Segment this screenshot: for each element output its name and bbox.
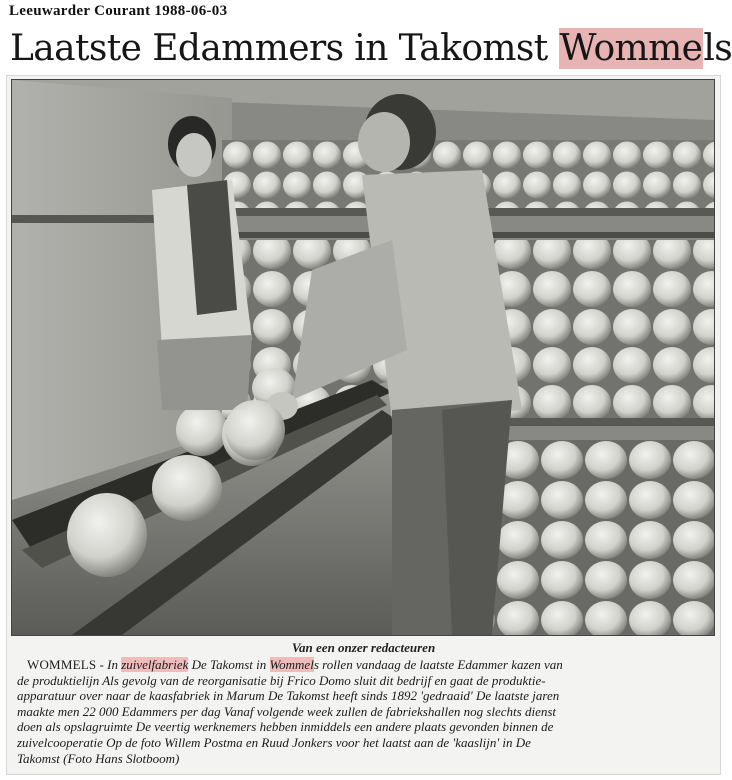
headline-highlight: Womme [559,28,703,69]
article-highlight-wommels: Wommel [269,657,314,672]
headline-text-end: ls [703,28,732,69]
headline [10,26,732,74]
article-text: - In [96,657,122,672]
newspaper-source-line: Leeuwarder Courant 1988-06-03 [9,3,228,19]
cheese-warehouse-illustration [12,80,714,635]
article-line-4: maakte men 22 000 Edammers per dag Vanaf volgende week zullen de fabriekshallen nog slechts dienst [17,703,557,719]
article-line-7: Takomst (Foto Hans Slotboom) [17,750,180,766]
article-text: De Takomst in [188,657,270,672]
headline-text: Laatste Edammers in Takomst [10,28,559,69]
article-dateline: WOMMELS [27,657,97,672]
article-line-6: zuivelcooperatie Op de foto Willem Postma en Ruud Jonkers voor het laatst aan de 'kaaslijn' in De [17,734,531,750]
article-line-5: doen als opslagruimte De veertig werknemers hebben inmiddels een andere plaats gevonden binnen de [17,719,554,735]
article-line-3: apparatuur over naar de kaasfabriek in Marum De Takomst heeft sinds 1892 'gedraaid' De laatste jaren [17,688,560,704]
article-body [17,657,717,766]
article-line-1 [17,657,717,673]
byline: Van een onzer redacteuren [291,640,436,655]
article-text: s rollen vandaag de laatste Edammer kazen van [313,657,563,672]
article-line-2: de produktielijn Als gevolg van de reorganisatie bij Frico Domo sluit dit bedrijf en gaat de produktie- [17,672,546,688]
news-photo [11,79,715,636]
article-highlight-zuivelfabriek: zuivelfabriek [121,657,189,672]
